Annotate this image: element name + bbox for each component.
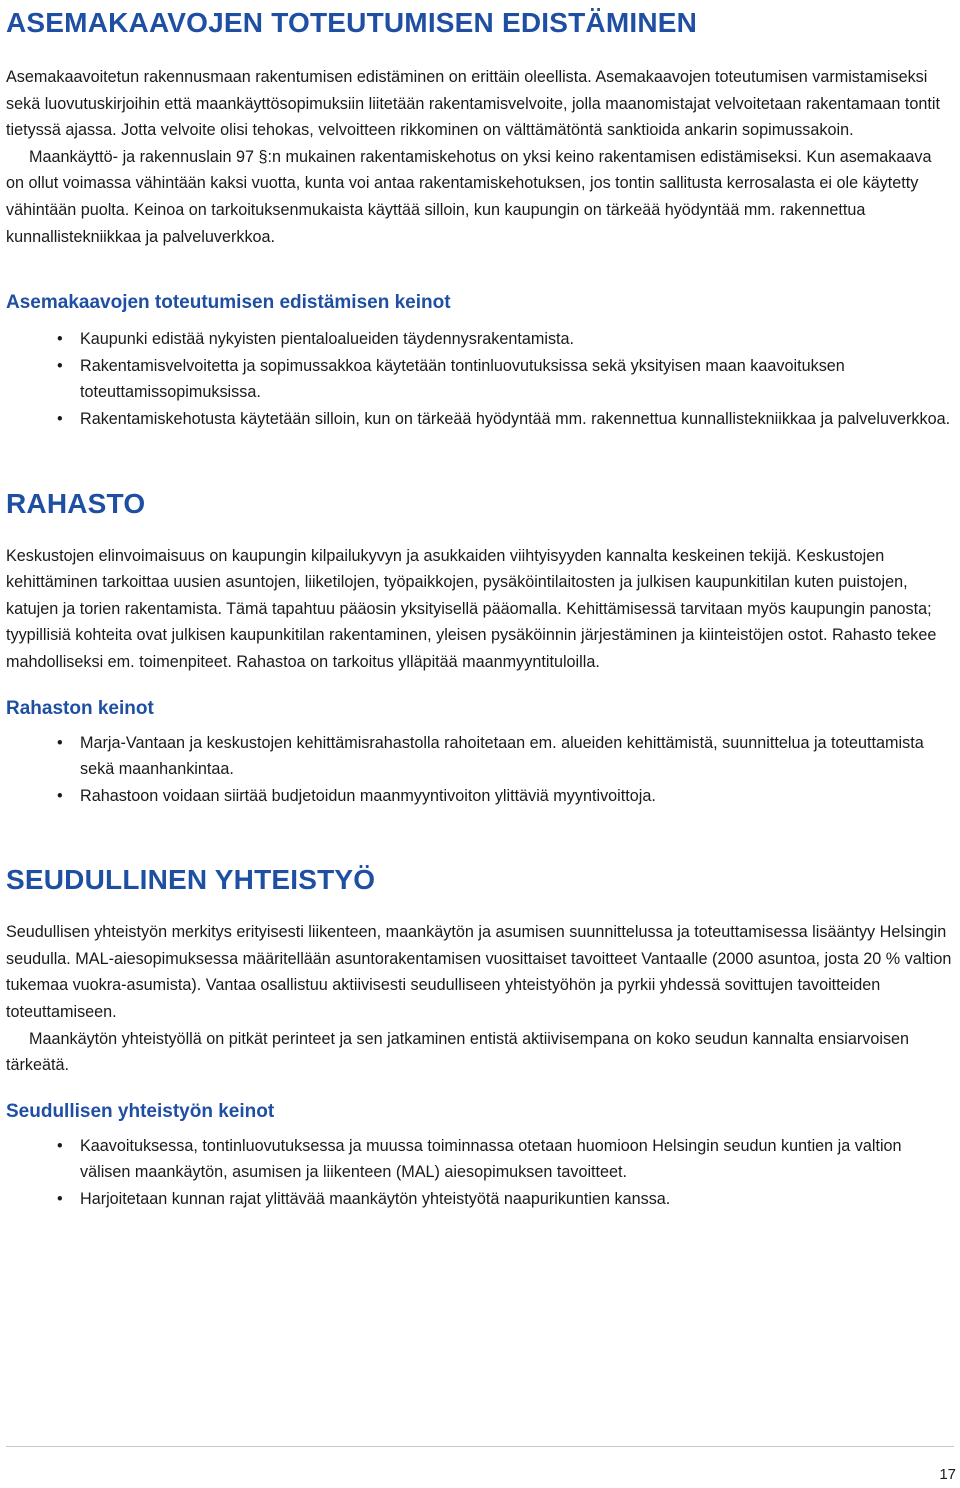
bullet-icon: • — [57, 409, 63, 428]
paragraph: Maankäytön yhteistyöllä on pitkät perinteet ja sen jatkaminen entistä aktiivisempana on koko seudun kannalta ensiarvoisen tärkeätä. — [6, 1029, 910, 1075]
paragraph: Asemakaavoitetun rakennusmaan rakentumisen edistäminen on erittäin oleellista. Asemakaavojen toteutumisen varmistamiseksi sekä luovutuskirjoihin että maankäyttösopimuksiin liitetään rakentamisvelvoite, jolla maanomistajat velvoitetaan rakentamaan tontit tietyssä ajassa. Jotta velvoite olisi tehokas, velvoitteen rikkominen on välttämätöntä sanktioida ankarin sopimussakoin. — [6, 68, 940, 140]
subsection-title: Seudullisen yhteistyön keinot — [6, 1100, 275, 1122]
section-title-seudullinen: SEUDULLINEN YHTEISTYÖ — [6, 864, 376, 896]
bullet-icon: • — [57, 733, 63, 752]
list-item: • Rakentamiskehotusta käytetään silloin, kun on tärkeää hyödyntää mm. rakennettua kunnallistekniikkaa ja palveluverkkoa. — [6, 406, 952, 433]
bullet-icon: • — [57, 1190, 63, 1209]
bullet-icon: • — [57, 786, 63, 805]
section-title-asemakaavojen: ASEMAKAAVOJEN TOTEUTUMISEN EDISTÄMINEN — [6, 7, 698, 38]
bullet-icon: • — [57, 356, 63, 375]
list-item: • Marja-Vantaan ja keskustojen kehittämisrahastolla rahoitetaan em. alueiden kehittämistä, suunnittelua ja toteuttamista sekä maanhankintaa. — [6, 730, 952, 783]
paragraph: Maankäyttö- ja rakennuslain 97 §:n mukainen rakentamiskehotus on yksi keino rakentamisen edistämiseksi. Kun asemakaava on ollut voimassa vähintään kaksi vuotta, kunta voi antaa rakentamiskehotuksen, jos tontin sallitusta kerrosalasta ei ole käytetty vähintään puolta. Keinoa on tarkoituksenmukaista käyttää silloin, kun kaupungin on tärkeää hyödyntää mm. rakennettua kunnallistekniikkaa ja palveluverkkoa. — [6, 147, 932, 246]
page-number: 17 — [939, 1466, 956, 1483]
bullet-icon: • — [57, 330, 63, 349]
list-item: • Rahastoon voidaan siirtää budjetoidun maanmyyntivoiton ylittäviä myyntivoittoja. — [6, 783, 952, 810]
paragraph: Seudullisen yhteistyön merkitys erityisesti liikenteen, maankäytön ja asumisen suunnittelussa ja toteuttamisessa lisääntyy Helsingin seudulla. MAL-aiesopimuksessa määritellään asuntorakentamisen vuosittaiset tavoitteet Vantaalle (2000 asuntoa, josta 20 % valtion tukemaa vuokra-asumista). Vantaa osallistuu aktiivisesti seudulliseen yhteistyöhön ja pyrkii yhdessä sovittujen tavoitteiden toteuttamiseen. — [6, 923, 952, 1022]
section-title-rahasto: RAHASTO — [6, 487, 146, 519]
bullet-icon: • — [57, 1136, 63, 1155]
list-item: • Kaupunki edistää nykyisten pientaloalueiden täydennysrakentamista. — [6, 326, 952, 353]
bullet-list — [6, 1133, 952, 1213]
bullet-list — [6, 326, 952, 432]
paragraph: Keskustojen elinvoimaisuus on kaupungin kilpailukyvyn ja asukkaiden viihtyisyyden kannalta keskeinen tekijä. Keskustojen kehittäminen tarkoittaa uusien asuntojen, liiketilojen, työpaikkojen, pysäköintilaitosten ja julkisen kaupunkitilan kuten puistojen, katujen ja torien rakentamista. Tämä tapahtuu pääosin yksityisellä pääomalla. Kehittämisessä tarvitaan myös kaupungin panosta; tyypillisiä kohteita ovat julkisen kaupunkitilan rakentaminen, yleisen pysäköinnin järjestäminen ja kiinteistöjen ostot. Rahasto tekee mahdolliseksi em. toimenpiteet. Rahastoa on tarkoitus ylläpitää maanmyyntituloilla. — [6, 546, 937, 671]
list-item: • Rakentamisvelvoitetta ja sopimussakkoa käytetään tontinluovutuksissa sekä yksityisen maan kaavoituksen toteuttamissopimuksissa. — [6, 353, 952, 406]
list-item: • Kaavoituksessa, tontinluovutuksessa ja muussa toiminnassa otetaan huomioon Helsingin seudun kuntien ja valtion välisen maankäytön, asumisen ja liikenteen (MAL) aiesopimuksen tavoitteet. — [6, 1133, 952, 1186]
footer-divider — [6, 1446, 954, 1447]
bullet-list — [6, 730, 952, 810]
subsection-title: Asemakaavojen toteutumisen edistämisen keinot — [6, 292, 451, 314]
subsection-title: Rahaston keinot — [6, 697, 154, 719]
list-item: • Harjoitetaan kunnan rajat ylittävää maankäytön yhteistyötä naapurikuntien kanssa. — [6, 1186, 952, 1213]
page-content — [6, 4, 952, 1213]
